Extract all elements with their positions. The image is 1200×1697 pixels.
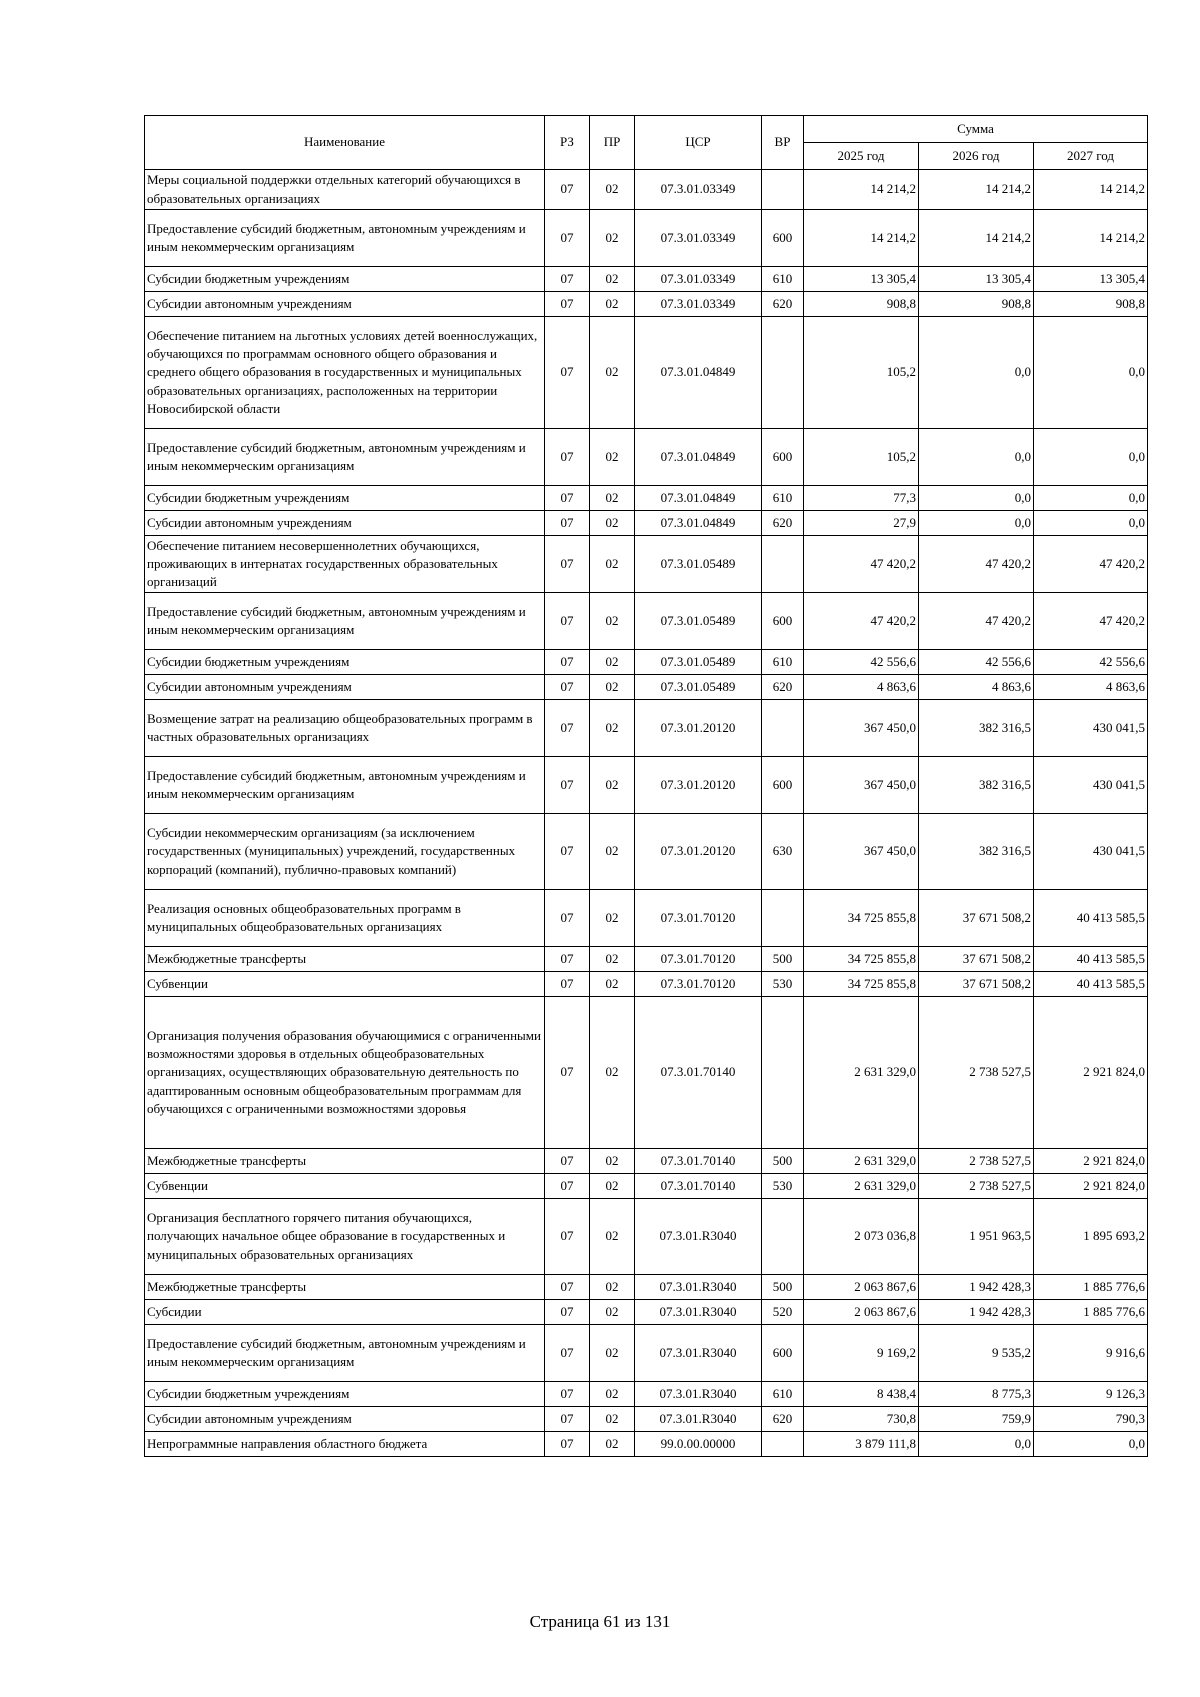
row-amount-2027: 0,0 [1034,511,1148,536]
row-csr: 07.3.01.20120 [635,700,762,757]
row-pr: 02 [590,700,635,757]
row-pr: 02 [590,814,635,890]
row-rz: 07 [545,650,590,675]
row-rz: 07 [545,890,590,947]
table-row [145,1325,1148,1382]
row-amount-2025: 730,8 [804,1407,919,1432]
row-pr: 02 [590,1300,635,1325]
table-row [145,700,1148,757]
row-amount-2025: 14 214,2 [804,210,919,267]
row-amount-2026: 1 942 428,3 [919,1300,1034,1325]
row-amount-2025: 34 725 855,8 [804,947,919,972]
row-csr: 07.3.01.20120 [635,814,762,890]
row-csr: 07.3.01.R3040 [635,1199,762,1275]
row-vr: 500 [762,1149,804,1174]
table-row [145,292,1148,317]
row-csr: 07.3.01.03349 [635,292,762,317]
row-amount-2027: 0,0 [1034,1432,1148,1457]
row-amount-2027: 40 413 585,5 [1034,890,1148,947]
row-vr: 610 [762,486,804,511]
header-vr: ВР [762,116,804,170]
row-csr: 07.3.01.70140 [635,997,762,1149]
table-row [145,1199,1148,1275]
row-csr: 07.3.01.05489 [635,536,762,593]
row-amount-2027: 1 895 693,2 [1034,1199,1148,1275]
row-name: Обеспечение питанием на льготных условиях детей военнослужащих, обучающихся по программам основного общего образования и среднего общего образования в государственных и муниципальных образовательных организациях, расположенных на территории Новосибирской области [145,317,545,429]
page-number: Страница 61 из 131 [529,1612,671,1631]
table-row [145,317,1148,429]
row-vr [762,317,804,429]
row-amount-2026: 0,0 [919,429,1034,486]
row-rz: 07 [545,972,590,997]
row-amount-2027: 430 041,5 [1034,814,1148,890]
row-pr: 02 [590,972,635,997]
row-csr: 07.3.01.R3040 [635,1325,762,1382]
row-vr: 610 [762,650,804,675]
row-pr: 02 [590,170,635,210]
row-amount-2025: 2 063 867,6 [804,1300,919,1325]
row-amount-2027: 908,8 [1034,292,1148,317]
row-name: Предоставление субсидий бюджетным, автономным учреждениям и иным некоммерческим организациям [145,429,545,486]
row-amount-2027: 9 126,3 [1034,1382,1148,1407]
row-rz: 07 [545,317,590,429]
row-csr: 07.3.01.03349 [635,267,762,292]
row-vr [762,1432,804,1457]
row-amount-2025: 8 438,4 [804,1382,919,1407]
row-pr: 02 [590,1407,635,1432]
row-pr: 02 [590,317,635,429]
row-name: Субсидии автономным учреждениям [145,511,545,536]
table-row [145,486,1148,511]
header-year-2025: 2025 год [804,143,919,170]
row-vr: 520 [762,1300,804,1325]
row-pr: 02 [590,210,635,267]
row-pr: 02 [590,890,635,947]
row-name: Субсидии [145,1300,545,1325]
row-csr: 99.0.00.00000 [635,1432,762,1457]
row-amount-2025: 367 450,0 [804,757,919,814]
row-rz: 07 [545,1275,590,1300]
row-vr: 610 [762,1382,804,1407]
row-amount-2027: 14 214,2 [1034,170,1148,210]
table-row [145,947,1148,972]
row-name: Субвенции [145,1174,545,1199]
row-pr: 02 [590,429,635,486]
row-vr [762,170,804,210]
row-amount-2025: 367 450,0 [804,814,919,890]
row-vr: 620 [762,1407,804,1432]
table-row [145,1407,1148,1432]
row-amount-2026: 0,0 [919,317,1034,429]
row-amount-2025: 367 450,0 [804,700,919,757]
row-amount-2027: 430 041,5 [1034,700,1148,757]
row-csr: 07.3.01.R3040 [635,1300,762,1325]
row-name: Предоставление субсидий бюджетным, автономным учреждениям и иным некоммерческим организациям [145,757,545,814]
row-rz: 07 [545,486,590,511]
row-amount-2026: 0,0 [919,511,1034,536]
table-row [145,1174,1148,1199]
row-amount-2027: 790,3 [1034,1407,1148,1432]
row-amount-2027: 2 921 824,0 [1034,997,1148,1149]
row-amount-2026: 14 214,2 [919,170,1034,210]
row-name: Субсидии автономным учреждениям [145,292,545,317]
row-csr: 07.3.01.04849 [635,486,762,511]
row-amount-2026: 2 738 527,5 [919,1174,1034,1199]
table-row [145,650,1148,675]
row-vr: 600 [762,593,804,650]
row-amount-2026: 0,0 [919,486,1034,511]
row-amount-2027: 1 885 776,6 [1034,1300,1148,1325]
row-amount-2025: 34 725 855,8 [804,890,919,947]
row-amount-2027: 14 214,2 [1034,210,1148,267]
row-amount-2025: 77,3 [804,486,919,511]
row-vr: 500 [762,1275,804,1300]
row-rz: 07 [545,170,590,210]
row-name: Субвенции [145,972,545,997]
row-amount-2025: 2 631 329,0 [804,997,919,1149]
row-amount-2026: 0,0 [919,1432,1034,1457]
row-amount-2025: 908,8 [804,292,919,317]
row-rz: 07 [545,1149,590,1174]
row-csr: 07.3.01.R3040 [635,1382,762,1407]
row-amount-2026: 382 316,5 [919,700,1034,757]
row-csr: 07.3.01.04849 [635,511,762,536]
row-csr: 07.3.01.05489 [635,675,762,700]
row-amount-2026: 382 316,5 [919,814,1034,890]
row-amount-2026: 759,9 [919,1407,1034,1432]
header-rz: РЗ [545,116,590,170]
row-csr: 07.3.01.20120 [635,757,762,814]
row-pr: 02 [590,650,635,675]
row-amount-2027: 4 863,6 [1034,675,1148,700]
row-name: Субсидии бюджетным учреждениям [145,1382,545,1407]
row-name: Организация получения образования обучающимися с ограниченными возможностями здоровья в отдельных общеобразовательных организациях, осуществляющих образовательную деятельность по адаптированным основным общеобразовательным программам для обучающихся с ограниченными возможностями здоровья [145,997,545,1149]
row-vr: 620 [762,675,804,700]
row-amount-2027: 13 305,4 [1034,267,1148,292]
row-amount-2025: 4 863,6 [804,675,919,700]
table-row [145,593,1148,650]
row-amount-2025: 13 305,4 [804,267,919,292]
row-pr: 02 [590,1174,635,1199]
row-rz: 07 [545,1325,590,1382]
row-amount-2025: 47 420,2 [804,536,919,593]
row-vr [762,890,804,947]
row-amount-2025: 34 725 855,8 [804,972,919,997]
row-name: Меры социальной поддержки отдельных категорий обучающихся в образовательных организациях [145,170,545,210]
row-amount-2026: 14 214,2 [919,210,1034,267]
row-pr: 02 [590,1325,635,1382]
row-amount-2026: 2 738 527,5 [919,1149,1034,1174]
row-amount-2027: 0,0 [1034,429,1148,486]
row-name: Субсидии бюджетным учреждениям [145,650,545,675]
row-amount-2027: 42 556,6 [1034,650,1148,675]
row-csr: 07.3.01.03349 [635,210,762,267]
row-name: Предоставление субсидий бюджетным, автономным учреждениям и иным некоммерческим организациям [145,1325,545,1382]
row-csr: 07.3.01.70120 [635,972,762,997]
row-vr [762,536,804,593]
row-amount-2027: 9 916,6 [1034,1325,1148,1382]
row-amount-2026: 37 671 508,2 [919,890,1034,947]
row-csr: 07.3.01.04849 [635,317,762,429]
row-vr: 600 [762,1325,804,1382]
row-csr: 07.3.01.70140 [635,1174,762,1199]
row-amount-2027: 430 041,5 [1034,757,1148,814]
row-name: Обеспечение питанием несовершеннолетних обучающихся, проживающих в интернатах государственных образовательных организаций [145,536,545,593]
table-row [145,170,1148,210]
row-rz: 07 [545,1300,590,1325]
row-name: Субсидии бюджетным учреждениям [145,267,545,292]
row-vr: 600 [762,429,804,486]
row-name: Субсидии бюджетным учреждениям [145,486,545,511]
row-amount-2026: 47 420,2 [919,593,1034,650]
row-vr [762,700,804,757]
row-csr: 07.3.01.05489 [635,650,762,675]
header-name: Наименование [145,116,545,170]
row-rz: 07 [545,210,590,267]
row-pr: 02 [590,1149,635,1174]
row-name: Предоставление субсидий бюджетным, автономным учреждениям и иным некоммерческим организациям [145,593,545,650]
row-csr: 07.3.01.70140 [635,1149,762,1174]
row-csr: 07.3.01.R3040 [635,1275,762,1300]
row-pr: 02 [590,947,635,972]
row-amount-2026: 1 951 963,5 [919,1199,1034,1275]
table-body [145,170,1148,1457]
row-vr: 620 [762,511,804,536]
row-name: Организация бесплатного горячего питания обучающихся, получающих начальное общее образование в государственных и муниципальных образовательных организациях [145,1199,545,1275]
row-name: Возмещение затрат на реализацию общеобразовательных программ в частных образовательных организациях [145,700,545,757]
table-row [145,757,1148,814]
row-amount-2025: 2 631 329,0 [804,1174,919,1199]
row-amount-2027: 0,0 [1034,486,1148,511]
row-csr: 07.3.01.70120 [635,947,762,972]
row-amount-2026: 908,8 [919,292,1034,317]
row-pr: 02 [590,997,635,1149]
row-amount-2025: 42 556,6 [804,650,919,675]
header-year-2026: 2026 год [919,143,1034,170]
row-amount-2027: 40 413 585,5 [1034,972,1148,997]
table-row [145,997,1148,1149]
table-row [145,1275,1148,1300]
row-rz: 07 [545,947,590,972]
header-csr: ЦСР [635,116,762,170]
table-row [145,814,1148,890]
row-amount-2027: 40 413 585,5 [1034,947,1148,972]
row-name: Субсидии некоммерческим организациям (за исключением государственных (муниципальных) учреждений, государственных корпораций (компаний), публично-правовых компаний) [145,814,545,890]
row-pr: 02 [590,757,635,814]
row-rz: 07 [545,1174,590,1199]
row-rz: 07 [545,814,590,890]
row-amount-2027: 47 420,2 [1034,536,1148,593]
row-amount-2025: 9 169,2 [804,1325,919,1382]
header-pr: ПР [590,116,635,170]
row-vr: 500 [762,947,804,972]
row-vr: 530 [762,1174,804,1199]
row-rz: 07 [545,1382,590,1407]
row-name: Реализация основных общеобразовательных программ в муниципальных общеобразовательных организациях [145,890,545,947]
row-amount-2025: 2 073 036,8 [804,1199,919,1275]
row-name: Субсидии автономным учреждениям [145,1407,545,1432]
row-vr: 600 [762,210,804,267]
row-amount-2026: 382 316,5 [919,757,1034,814]
table-row [145,1382,1148,1407]
row-amount-2027: 2 921 824,0 [1034,1149,1148,1174]
row-rz: 07 [545,757,590,814]
row-pr: 02 [590,267,635,292]
row-csr: 07.3.01.03349 [635,170,762,210]
table-row [145,1432,1148,1457]
row-rz: 07 [545,511,590,536]
row-amount-2025: 2 631 329,0 [804,1149,919,1174]
row-rz: 07 [545,429,590,486]
row-rz: 07 [545,675,590,700]
row-amount-2026: 42 556,6 [919,650,1034,675]
table-row [145,429,1148,486]
row-amount-2027: 0,0 [1034,317,1148,429]
row-name: Межбюджетные трансферты [145,947,545,972]
row-amount-2025: 27,9 [804,511,919,536]
row-pr: 02 [590,511,635,536]
row-name: Межбюджетные трансферты [145,1149,545,1174]
row-vr: 630 [762,814,804,890]
row-rz: 07 [545,700,590,757]
row-amount-2025: 2 063 867,6 [804,1275,919,1300]
header-sum: Сумма [804,116,1148,143]
row-csr: 07.3.01.R3040 [635,1407,762,1432]
row-rz: 07 [545,1407,590,1432]
row-name: Непрограммные направления областного бюджета [145,1432,545,1457]
row-pr: 02 [590,1432,635,1457]
table-row [145,675,1148,700]
row-csr: 07.3.01.70120 [635,890,762,947]
row-csr: 07.3.01.04849 [635,429,762,486]
row-pr: 02 [590,1275,635,1300]
row-amount-2026: 8 775,3 [919,1382,1034,1407]
row-pr: 02 [590,292,635,317]
row-amount-2026: 13 305,4 [919,267,1034,292]
table-row [145,511,1148,536]
row-pr: 02 [590,1199,635,1275]
row-name: Субсидии автономным учреждениям [145,675,545,700]
table-row [145,267,1148,292]
table-row [145,890,1148,947]
row-amount-2025: 47 420,2 [804,593,919,650]
row-amount-2025: 105,2 [804,429,919,486]
table-row [145,972,1148,997]
row-amount-2026: 37 671 508,2 [919,947,1034,972]
row-rz: 07 [545,292,590,317]
row-vr: 530 [762,972,804,997]
row-amount-2027: 1 885 776,6 [1034,1275,1148,1300]
row-pr: 02 [590,675,635,700]
row-amount-2025: 14 214,2 [804,170,919,210]
row-pr: 02 [590,1382,635,1407]
row-amount-2025: 105,2 [804,317,919,429]
row-amount-2027: 2 921 824,0 [1034,1174,1148,1199]
row-rz: 07 [545,593,590,650]
table-row [145,210,1148,267]
table-row [145,1300,1148,1325]
row-rz: 07 [545,1432,590,1457]
row-rz: 07 [545,1199,590,1275]
row-amount-2026: 4 863,6 [919,675,1034,700]
row-vr: 620 [762,292,804,317]
row-csr: 07.3.01.05489 [635,593,762,650]
row-amount-2026: 37 671 508,2 [919,972,1034,997]
row-rz: 07 [545,267,590,292]
row-vr: 610 [762,267,804,292]
row-vr: 600 [762,757,804,814]
row-pr: 02 [590,486,635,511]
row-amount-2026: 1 942 428,3 [919,1275,1034,1300]
row-name: Межбюджетные трансферты [145,1275,545,1300]
budget-table [144,115,1148,1457]
row-amount-2026: 2 738 527,5 [919,997,1034,1149]
row-pr: 02 [590,593,635,650]
row-pr: 02 [590,536,635,593]
table-row [145,1149,1148,1174]
row-name: Предоставление субсидий бюджетным, автономным учреждениям и иным некоммерческим организациям [145,210,545,267]
header-year-2027: 2027 год [1034,143,1148,170]
row-vr [762,1199,804,1275]
row-amount-2025: 3 879 111,8 [804,1432,919,1457]
table-row [145,536,1148,593]
row-rz: 07 [545,997,590,1149]
row-amount-2026: 47 420,2 [919,536,1034,593]
row-amount-2026: 9 535,2 [919,1325,1034,1382]
row-rz: 07 [545,536,590,593]
row-vr [762,997,804,1149]
row-amount-2027: 47 420,2 [1034,593,1148,650]
